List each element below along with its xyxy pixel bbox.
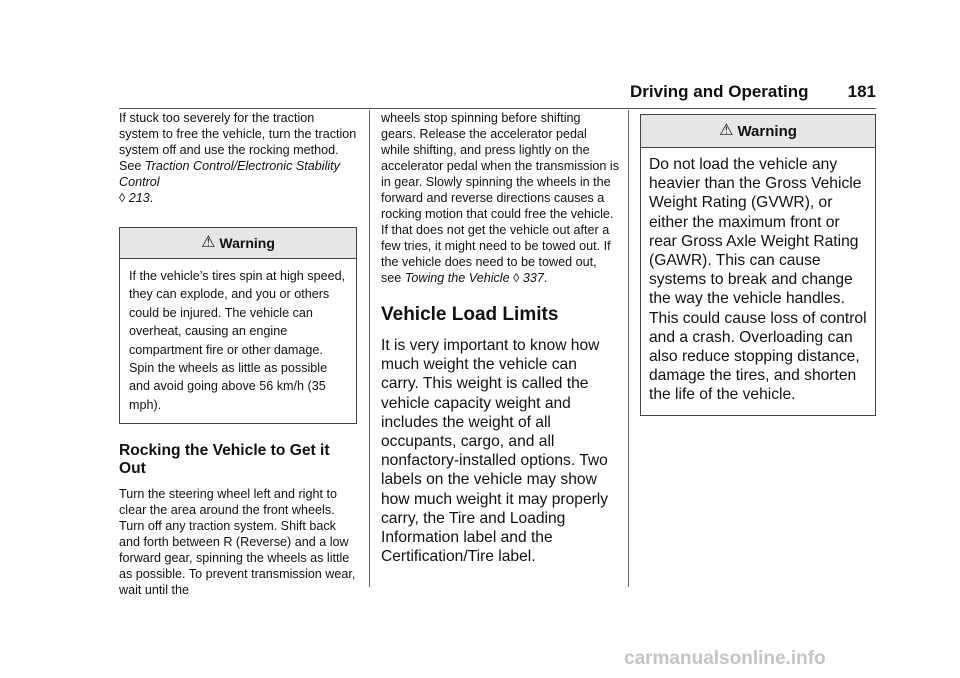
warning-header	[641, 115, 875, 148]
watermark: carmanualsonline.info	[624, 648, 826, 669]
header-rule	[119, 108, 876, 109]
column-3	[640, 110, 876, 416]
continued-text: wheels stop spinning before shifting gears. Release the accelerator pedal while shifting, and press lightly on the accelerator pedal when the transmission is in gear. Slowly spinning the wheels in the forward and reverse directions causes a rocking motion that could free the vehicle. If that does not get the vehicle out after a few tries, it might need to be towed out. If the vehicle does need to be towed out, see	[381, 111, 620, 285]
page-number: 181	[847, 82, 876, 101]
intro-paragraph: If stuck too severely for the traction system to free the vehicle, turn the traction system off and use the rocking method. See Traction Control/Electronic Stability Control ◊ 213.	[119, 111, 357, 205]
page-header	[630, 82, 876, 102]
continued-paragraph: wheels stop spinning before shifting gears. Release the accelerator pedal while shifting, and press lightly on the accelerator pedal when the transmission is in gear. Slowly spinning the wheels in the forward and reverse directions causes a rocking motion that could free the vehicle. If that does not get the vehicle out after a few tries, it might need to be towed out. If the vehicle does need to be towed out, see Towing the Vehicle ◊ 337.	[381, 111, 620, 285]
warning-body: Do not load the vehicle any heavier than the Gross Vehicle Weight Rating (GVWR), or either the maximum front or rear Gross Axle Weight Rating (GAWR). This can cause systems to break and change the way the vehicle handles. This could cause loss of control and a crash. Overloading can also reduce stopping distance, damage the tires, and shorten the life of the vehicle.	[649, 156, 867, 404]
warning-body: If the vehicle’s tires spin at high speed, they can explode, and you or others could be injured. The vehicle can overheat, causing an engine compartment fire or other damage. Spin the wheels as little as possible and avoid going above 56 km/h (35 mph).	[129, 269, 346, 412]
warning-title: Warning	[737, 122, 797, 140]
warning-title: Warning	[219, 235, 275, 251]
warning-box-tires	[119, 227, 357, 424]
rocking-paragraph: Turn the steering wheel left and right to clear the area around the front wheels. Turn off any traction system. Shift back and forth between R (Reverse) and a low forward gear, spinning the wheels as little as possible. To prevent transmission wear, wait until the	[119, 487, 356, 598]
ref-arrow-icon: ◊	[513, 271, 520, 285]
column-divider-2	[628, 110, 629, 587]
warning-box-overload	[640, 114, 876, 416]
traction-control-page-ref[interactable]: 213	[128, 191, 150, 205]
column-1	[119, 110, 357, 598]
towing-link[interactable]: Towing the Vehicle	[404, 271, 510, 285]
intro-text: If stuck too severely for the traction system to free the vehicle, turn the traction system off and use the rocking method. See	[119, 111, 357, 173]
load-limits-heading: Vehicle Load Limits	[381, 304, 559, 325]
section-title: Driving and Operating	[630, 82, 809, 101]
warning-header	[120, 228, 356, 259]
towing-page-ref[interactable]: 337	[522, 271, 544, 285]
warning-icon: ⚠	[719, 122, 734, 139]
rocking-subheading: Rocking the Vehicle to Get it Out	[119, 442, 330, 478]
ref-arrow-icon: ◊	[119, 191, 126, 205]
warning-icon: ⚠	[201, 234, 216, 251]
load-limits-paragraph: It is very important to know how much weight the vehicle can carry. This weight is called the vehicle capacity weight and includes the weight of all occupants, cargo, and all nonfactory-installed options. Two labels on the vehicle may show how much weight it may properly carry, the Tire and Loading Information label and the Certification/Tire label.	[381, 337, 609, 566]
column-2	[381, 110, 619, 566]
traction-control-link[interactable]: Traction Control/Electronic Stability Control	[119, 159, 340, 189]
column-divider-1	[369, 110, 370, 587]
